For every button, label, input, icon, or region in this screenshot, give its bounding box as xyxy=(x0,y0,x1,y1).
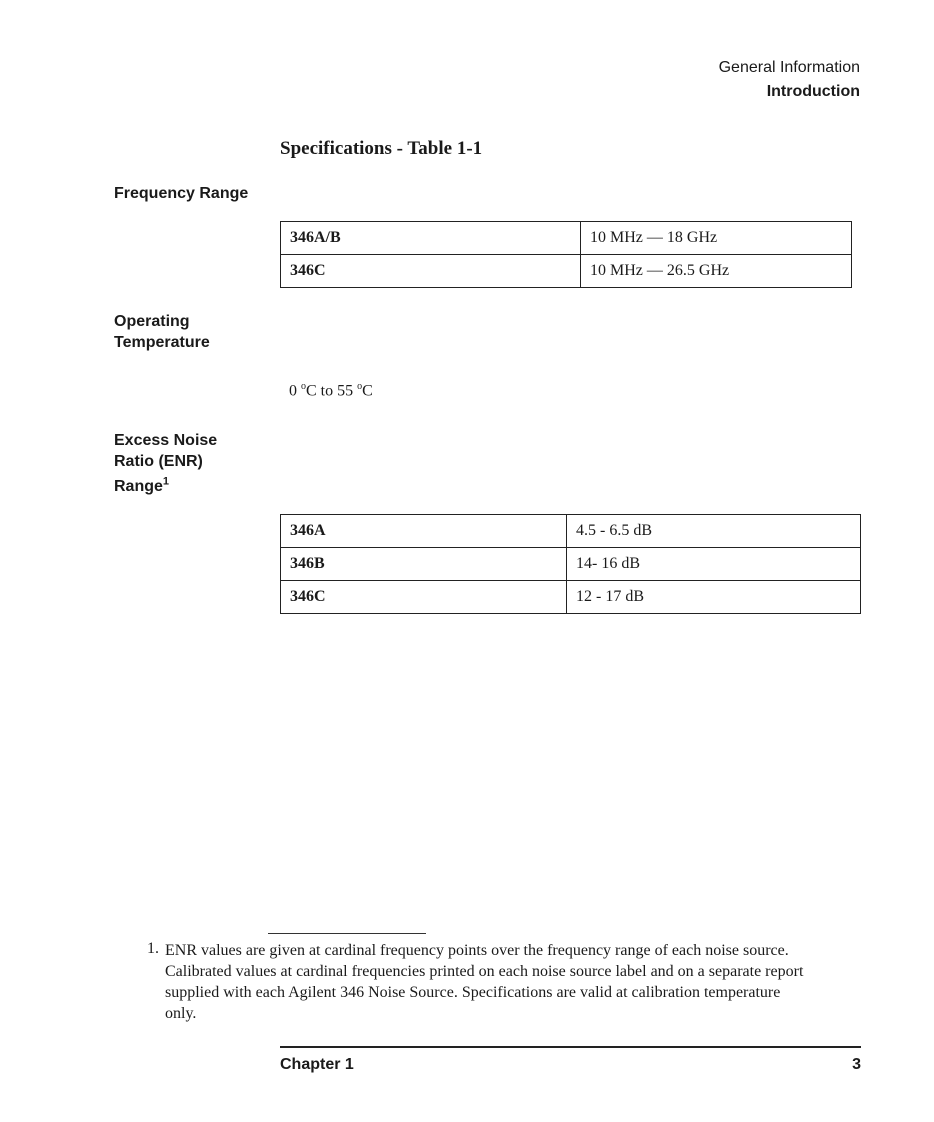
running-header-subsection: Introduction xyxy=(766,83,860,100)
table-row xyxy=(281,581,861,614)
table-row xyxy=(281,548,861,581)
heading-line: Temperature xyxy=(114,334,210,351)
footnote-divider xyxy=(268,933,426,934)
frequency-range-table xyxy=(280,221,852,288)
value-cell: 10 MHz — 18 GHz xyxy=(581,222,852,255)
heading-line-text: Range xyxy=(114,478,163,495)
operating-temperature-value xyxy=(289,381,373,400)
page-title: Specifications - Table 1-1 xyxy=(280,138,483,159)
footer-chapter: Chapter 1 xyxy=(280,1056,354,1073)
degree-sign: o xyxy=(301,381,306,392)
value-cell: 4.5 - 6.5 dB xyxy=(567,515,861,548)
temp-mid: C to 55 xyxy=(306,382,354,400)
heading-line: Operating xyxy=(114,313,190,330)
page-number: 3 xyxy=(852,1056,861,1073)
operating-temperature-heading xyxy=(114,311,210,353)
value-cell: 14- 16 dB xyxy=(567,548,861,581)
heading-line: Ratio (ENR) xyxy=(114,453,203,470)
enr-range-heading xyxy=(114,430,217,497)
enr-range-table xyxy=(280,514,861,614)
heading-line xyxy=(114,476,217,497)
footnote-ref[interactable]: 1 xyxy=(162,475,170,488)
temp-unit: C xyxy=(362,382,373,400)
footer-divider xyxy=(280,1046,861,1048)
frequency-range-heading: Frequency Range xyxy=(114,185,249,202)
model-cell: 346B xyxy=(281,548,567,581)
model-cell: 346A/B xyxy=(281,222,581,255)
model-cell: 346C xyxy=(281,255,581,288)
table-row xyxy=(281,515,861,548)
running-header-section: General Information xyxy=(718,59,860,76)
value-cell: 10 MHz — 26.5 GHz xyxy=(581,255,852,288)
temp-low: 0 xyxy=(289,382,297,400)
footnote-text: ENR values are given at cardinal frequency points over the frequency range of each noise source. Calibrated values at cardinal frequencies printed on each noise source label and on a separate report supplied with each Agilent 346 Noise Source. Specifications are valid at calibration temperature only. xyxy=(165,942,804,1022)
footnote-number: 1. xyxy=(147,940,159,957)
value-cell: 12 - 17 dB xyxy=(567,581,861,614)
model-cell: 346A xyxy=(281,515,567,548)
model-cell: 346C xyxy=(281,581,567,614)
table-row xyxy=(281,255,852,288)
table-row xyxy=(281,222,852,255)
heading-line: Excess Noise xyxy=(114,432,218,449)
degree-sign: o xyxy=(357,381,363,392)
